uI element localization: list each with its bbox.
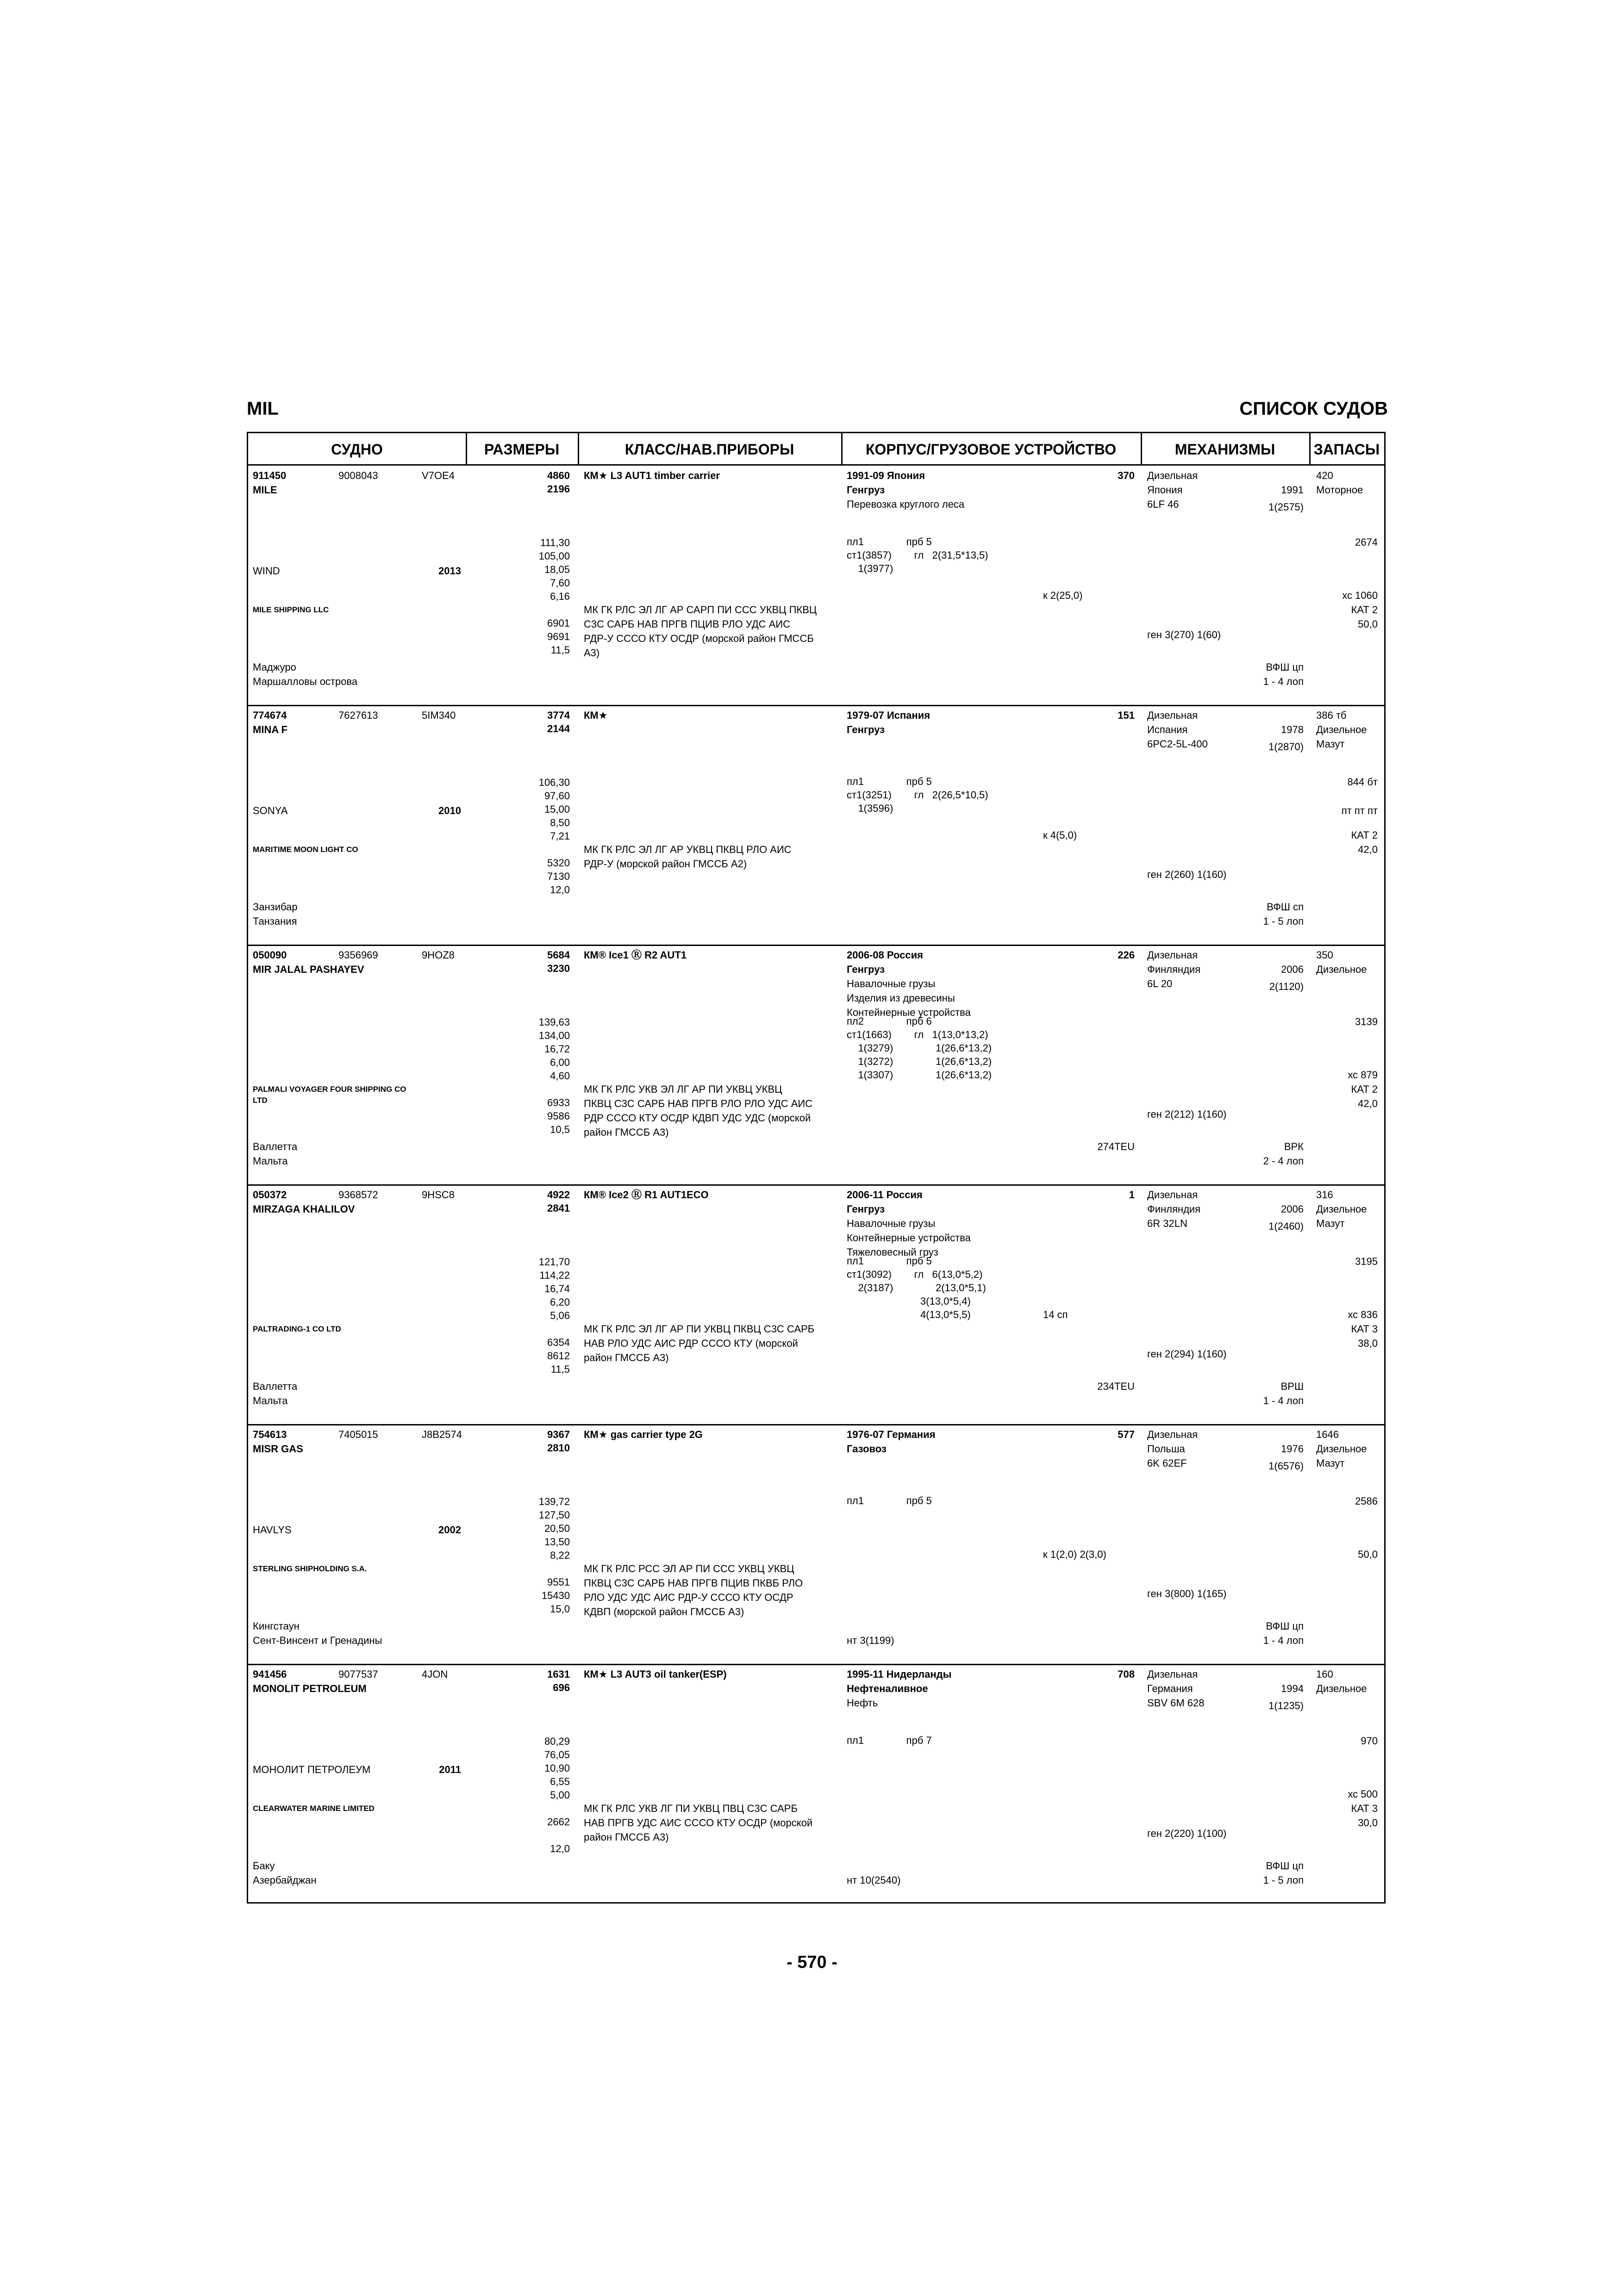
ship-type: Нефтеналивное <box>847 1683 928 1694</box>
dimension-value: 20,50 <box>544 1523 570 1534</box>
propeller-blades: 1 - 4 лоп <box>1263 1635 1304 1646</box>
dimension-value: 105,00 <box>538 550 570 562</box>
build-year-country: 1995-11 Нидерланды <box>847 1668 952 1680</box>
former-name-year: 2010 <box>438 805 461 816</box>
column-divider <box>841 433 843 466</box>
dimension-value: 696 <box>553 1682 570 1693</box>
column-header-machinery: МЕХАНИЗМЫ <box>1141 433 1309 466</box>
supply-capacity: 3195 <box>1355 1256 1378 1267</box>
imo-number: 7405015 <box>338 1429 378 1440</box>
registry-number: 754613 <box>253 1429 287 1440</box>
dimension-value <box>466 495 570 509</box>
registry-number: 050372 <box>253 1189 287 1201</box>
dimension-value: 15430 <box>541 1590 570 1601</box>
ship-type: Генгруз <box>847 964 885 975</box>
dimension-value: 9691 <box>547 631 570 642</box>
dimension-value: 134,00 <box>538 1030 570 1041</box>
propeller-type: ВРШ <box>1280 1381 1304 1392</box>
dimension-value: 2810 <box>547 1442 570 1454</box>
owner-name: STERLING SHIPHOLDING S.A. <box>253 1564 367 1573</box>
container-capacity: 274TEU <box>1097 1141 1135 1152</box>
hull-holds: пл1 прб 5 ст1(3092) гл 6(13,0*5,2) 2(3187) 2(13,0*5,1) 3(13,0*5,4) 4(13,0*5,5) <box>847 1255 986 1320</box>
dimension-value: 9551 <box>547 1576 570 1588</box>
dimension-value: 6933 <box>547 1097 570 1108</box>
engine-country: Финляндия <box>1147 1203 1201 1215</box>
port-of-registry: Баку <box>253 1860 275 1872</box>
dimension-value: 139,63 <box>538 1016 570 1028</box>
dimension-value: 15,0 <box>550 1603 570 1615</box>
engine-year: 1976 <box>1281 1443 1304 1455</box>
navigation-equipment: МК ГК РЛС РСС ЭЛ АР ПИ ССС УКВЦ УКВЦ ПКВЦ С3С САРБ НАВ ПРГВ ПЦИВ ПКВБ РЛО РЛО УДС УДС АИС РДР-У СССО КТУ ОСДР КДВП (морской район ГМССБ A3) <box>584 1563 803 1618</box>
dimensions-list <box>466 1427 570 1615</box>
hull-extra: 14 сп <box>1043 1309 1068 1320</box>
dimension-value: 6,16 <box>550 591 570 602</box>
engine-country: Испания <box>1147 724 1188 735</box>
dimension-value: 12,0 <box>550 884 570 896</box>
column-divider <box>1141 433 1142 466</box>
yard-number: 708 <box>1118 1668 1135 1680</box>
hull-extra: к 1(2,0) 2(3,0) <box>1043 1549 1106 1560</box>
registry-number: 941456 <box>253 1668 287 1680</box>
call-sign: J8B2574 <box>422 1429 462 1440</box>
propeller-blades: 2 - 4 лоп <box>1263 1155 1304 1167</box>
dimension-value: 15,00 <box>544 803 570 815</box>
ship-name: MISR GAS <box>253 1443 303 1455</box>
dimension-value <box>466 762 570 775</box>
dimension-value: 11,5 <box>550 1363 570 1375</box>
dimension-value <box>466 1694 570 1707</box>
owner-name: PALMALI VOYAGER FOUR SHIPPING CO LTD <box>253 1085 406 1105</box>
dimension-value: 4860 <box>547 470 570 481</box>
flag-state: Мальта <box>253 1155 288 1167</box>
dimension-value <box>466 748 570 762</box>
engine-model: SBV 6M 628 <box>1147 1697 1205 1709</box>
propeller-type: ВФШ цп <box>1266 1620 1304 1632</box>
ship-type: Генгруз <box>847 724 885 735</box>
dimension-value <box>466 1468 570 1481</box>
registry-number: 050090 <box>253 949 287 961</box>
dimension-value: 9586 <box>547 1110 570 1122</box>
engine-power: 1(6576) <box>1268 1460 1304 1472</box>
dimension-value: 111,30 <box>540 537 570 548</box>
dimensions-list <box>466 1667 570 1855</box>
registry-number: 774674 <box>253 709 287 721</box>
flag-state: Маршалловы острова <box>253 676 358 687</box>
ship-type: Газовоз <box>847 1443 887 1455</box>
ship-entry-3 <box>248 945 1384 1186</box>
generators: ген 3(800) 1(165) <box>1147 1588 1227 1599</box>
port-of-registry: Валлетта <box>253 1141 298 1152</box>
engine-year: 1978 <box>1281 724 1304 735</box>
owner-name: CLEARWATER MARINE LIMITED <box>253 1804 375 1813</box>
ship-entry-2 <box>248 705 1384 946</box>
class-notation: КМ® Ice1 Ⓡ R2 AUT1 <box>584 949 687 961</box>
supply-capacity: 2674 <box>1355 536 1378 548</box>
propeller-type: ВФШ цп <box>1266 661 1304 673</box>
yard-number: 1 <box>1129 1189 1135 1201</box>
ship-name: MINA F <box>253 724 287 735</box>
navigation-equipment: МК ГК РЛС УКВ ЭЛ ЛГ АР ПИ УКВЦ УКВЦ ПКВЦ С3С САРБ НАВ ПРГВ РЛО РЛО УДС АИС РДР СССО КТУ ОСДР КДВП УДС УДС (морской район ГМССБ A3) <box>584 1083 813 1138</box>
column-divider <box>578 433 579 466</box>
hull-holds: пл1 прб 5 ст1(3251) гл 2(26,5*10,5) 1(3596) <box>847 776 988 814</box>
call-sign: 9HSC8 <box>422 1189 455 1201</box>
dimension-value <box>466 1214 570 1228</box>
fuel-supplies: 316 Дизельное Мазут <box>1316 1189 1367 1229</box>
ship-type: Генгруз <box>847 484 885 496</box>
engine-type: Дизельная <box>1147 470 1198 481</box>
hull-holds: пл1 прб 5 <box>847 1495 932 1506</box>
dimension-value: 97,60 <box>544 790 570 802</box>
imo-number: 9356969 <box>338 949 378 961</box>
former-name: HAVLYS <box>253 1524 292 1536</box>
call-sign: 4JON <box>422 1668 448 1680</box>
build-year-country: 1991-09 Япония <box>847 470 925 481</box>
dimension-value: 8,22 <box>550 1549 570 1561</box>
engine-type: Дизельная <box>1147 1668 1198 1680</box>
dimension-value <box>466 1828 570 1842</box>
engine-power: 1(2460) <box>1268 1220 1304 1232</box>
dimension-value: 2144 <box>547 723 570 734</box>
flag-state: Сент-Винсент и Гренадины <box>253 1635 382 1646</box>
hull-extra: к 4(5,0) <box>1043 829 1077 841</box>
class-notation: КМ★ <box>584 709 608 721</box>
dimension-value: 12,0 <box>550 1843 570 1854</box>
dimension-value: 10,5 <box>550 1124 570 1135</box>
dimension-value: 16,74 <box>544 1283 570 1294</box>
page-number: - 570 - <box>787 1953 837 1972</box>
dimension-value: 10,90 <box>544 1762 570 1774</box>
owner-name: MILE SHIPPING LLC <box>253 605 329 614</box>
container-capacity: 234TEU <box>1097 1381 1135 1392</box>
tank-info: нт 10(2540) <box>847 1874 901 1886</box>
dimension-value <box>466 509 570 522</box>
crew-equipment: КАТ 2 42,0 <box>1351 829 1378 855</box>
ship-register-table <box>247 432 1386 1904</box>
engine-type: Дизельная <box>1147 1189 1198 1201</box>
dimension-value: 114,22 <box>539 1269 570 1281</box>
engine-model: 6PC2-5L-400 <box>1147 738 1208 750</box>
imo-number: 7627613 <box>338 709 378 721</box>
dimension-value <box>466 1241 570 1255</box>
propeller-type: ВФШ сп <box>1267 901 1304 913</box>
crew-equipment: хс 879 КАТ 2 42,0 <box>1348 1069 1378 1109</box>
engine-power: 2(1120) <box>1269 981 1304 992</box>
dimension-value <box>466 1228 570 1241</box>
flag-state: Мальта <box>253 1395 288 1406</box>
dimension-value <box>466 1562 570 1575</box>
propeller-blades: 1 - 4 лоп <box>1263 676 1304 687</box>
flag-state: Танзания <box>253 915 297 927</box>
engine-year: 1991 <box>1281 484 1304 496</box>
dimension-value: 1631 <box>547 1668 570 1680</box>
dimension-value: 7130 <box>547 871 570 882</box>
dimension-value: 6,55 <box>550 1776 570 1787</box>
engine-year: 2006 <box>1281 1203 1304 1215</box>
dimension-value: 5,00 <box>550 1789 570 1801</box>
generators: ген 2(212) 1(160) <box>1147 1108 1227 1120</box>
cargo-description: Навалочные грузы Контейнерные устройства Тяжеловесный груз <box>847 1218 971 1258</box>
crew-equipment: хс 1060 КАТ 2 50,0 <box>1342 590 1378 630</box>
ship-name: MIR JALAL PASHAYEV <box>253 964 364 975</box>
class-notation: КМ★ L3 AUT3 oil tanker(ESP) <box>584 1668 727 1680</box>
fuel-supplies: 350 Дизельное <box>1316 949 1367 975</box>
former-name-year: 2011 <box>439 1764 461 1775</box>
dimension-value: 6,20 <box>550 1296 570 1308</box>
dimension-value: 7,21 <box>550 830 570 842</box>
dimension-value: 127,50 <box>538 1509 570 1521</box>
yard-number: 151 <box>1118 709 1135 721</box>
imo-number: 9008043 <box>338 470 378 481</box>
dimension-value <box>466 1481 570 1494</box>
dimension-value <box>466 1002 570 1015</box>
dimension-value <box>466 1322 570 1335</box>
build-year-country: 1976-07 Германия <box>847 1429 936 1440</box>
dimension-value: 4,60 <box>550 1070 570 1082</box>
call-sign: 9HOZ8 <box>422 949 455 961</box>
hull-holds: пл1 прб 7 <box>847 1735 932 1746</box>
dimension-value: 8,50 <box>550 817 570 828</box>
build-year-country: 1979-07 Испания <box>847 709 931 721</box>
generators: ген 2(294) 1(160) <box>1147 1348 1227 1360</box>
former-name: SONYA <box>253 805 288 816</box>
dimension-value: 3230 <box>547 963 570 974</box>
yard-number: 577 <box>1118 1429 1135 1440</box>
dimension-value <box>466 1707 570 1721</box>
engine-country: Япония <box>1147 484 1183 496</box>
dimension-value: 16,72 <box>544 1043 570 1055</box>
column-divider <box>1309 433 1311 466</box>
propeller-blades: 1 - 5 лоп <box>1263 915 1304 927</box>
dimension-value <box>466 842 570 856</box>
dimension-value: 8612 <box>547 1350 570 1362</box>
dimension-value <box>466 988 570 1002</box>
owner-name: MARITIME MOON LIGHT CO <box>253 845 358 854</box>
crew-equipment: хс 836 КАТ 3 38,0 <box>1348 1309 1378 1349</box>
ship-type: Генгруз <box>847 1203 885 1215</box>
engine-model: 6K 62EF <box>1147 1457 1187 1469</box>
supply-capacity: 970 <box>1361 1735 1378 1747</box>
ship-name: MILE <box>253 484 277 496</box>
class-notation: КМ★ L3 AUT1 timber carrier <box>584 470 720 481</box>
generators: ген 2(260) 1(160) <box>1147 869 1227 880</box>
former-name-year: 2002 <box>438 1524 461 1536</box>
dimension-value <box>466 1082 570 1095</box>
owner-name: PALTRADING-1 CO LTD <box>253 1325 341 1333</box>
tank-info: нт 3(1199) <box>847 1635 894 1646</box>
supply-capacity: 2586 <box>1355 1495 1378 1507</box>
propeller-type: ВРК <box>1284 1141 1304 1152</box>
dimension-value: 6354 <box>547 1337 570 1348</box>
dimension-value: 3774 <box>547 709 570 721</box>
fuel-supplies: 1646 Дизельное Мазут <box>1316 1429 1367 1469</box>
dimension-value: 2196 <box>547 483 570 495</box>
engine-type: Дизельная <box>1147 949 1198 961</box>
flag-state: Азербайджан <box>253 1874 317 1886</box>
dimension-value: 18,05 <box>544 564 570 575</box>
dimensions-list <box>466 468 570 656</box>
column-header-hull: КОРПУС/ГРУЗОВОЕ УСТРОЙСТВО <box>841 433 1141 466</box>
dimension-value: 80,29 <box>544 1736 570 1747</box>
hull-holds: пл2 прб 6 ст1(1663) гл 1(13,0*13,2) 1(3279) 1(26,6*13,2) 1(3272) 1(26,6*13,2) 1(3307) 1(26,6*13,2) <box>847 1015 992 1081</box>
column-header-ship: СУДНО <box>248 433 466 466</box>
engine-year: 1994 <box>1281 1683 1304 1694</box>
dimension-value <box>466 522 570 535</box>
build-year-country: 2006-08 Россия <box>847 949 923 961</box>
engine-type: Дизельная <box>1147 709 1198 721</box>
engine-type: Дизельная <box>1147 1429 1198 1440</box>
yard-number: 226 <box>1118 949 1135 961</box>
ship-entry-1 <box>248 466 1384 706</box>
dimension-value <box>466 603 570 616</box>
dimension-value: 106,30 <box>538 777 570 788</box>
cargo-description: Перевозка круглого леса <box>847 498 965 510</box>
dimension-value <box>466 735 570 748</box>
engine-country: Германия <box>1147 1683 1193 1694</box>
dimension-value: 2662 <box>547 1816 570 1828</box>
dimension-value <box>466 1721 570 1734</box>
dimension-value: 5320 <box>547 857 570 869</box>
imo-number: 9077537 <box>338 1668 378 1680</box>
supply-capacity: 844 бт пт пт пт <box>1341 776 1378 816</box>
engine-country: Польша <box>1147 1443 1185 1455</box>
port-of-registry: Маджуро <box>253 661 296 673</box>
fuel-supplies: 160 Дизельное <box>1316 1668 1367 1694</box>
column-header-dimensions: РАЗМЕРЫ <box>466 433 578 466</box>
registry-number: 911450 <box>253 470 287 481</box>
running-header-left: MIL <box>247 398 279 419</box>
dimension-value: 6901 <box>547 617 570 629</box>
former-name: МОНОЛИТ ПЕТРОЛЕУМ <box>253 1764 371 1775</box>
dimension-value <box>466 975 570 988</box>
build-year-country: 2006-11 Россия <box>847 1189 923 1201</box>
generators: ген 3(270) 1(60) <box>1147 629 1221 641</box>
cargo-description: Навалочные грузы Изделия из древесины Контейнерные устройства <box>847 978 971 1018</box>
crew-equipment: 50,0 <box>1358 1549 1378 1560</box>
port-of-registry: Валлетта <box>253 1381 298 1392</box>
engine-power: 1(1235) <box>1268 1700 1304 1711</box>
propeller-blades: 1 - 5 лоп <box>1263 1874 1304 1886</box>
dimension-value: 121,70 <box>538 1256 570 1268</box>
dimension-value: 5,06 <box>550 1310 570 1321</box>
dimension-value: 139,72 <box>538 1496 570 1507</box>
dimension-value: 2841 <box>547 1202 570 1214</box>
port-of-registry: Кингстаун <box>253 1620 300 1632</box>
running-header-right: СПИСОК СУДОВ <box>1239 398 1388 419</box>
engine-model: 6L 20 <box>1147 978 1173 989</box>
call-sign: 5IM340 <box>422 709 456 721</box>
engine-model: 6R 32LN <box>1147 1218 1187 1229</box>
dimension-value: 76,05 <box>544 1749 570 1761</box>
navigation-equipment: МК ГК РЛС УКВ ЛГ ПИ УКВЦ ПВЦ С3С САРБ НАВ ПРГВ УДС АИС СССО КТУ ОСДР (морской район ГМССБ A3) <box>584 1803 813 1843</box>
hull-holds: пл1 прб 5 ст1(3857) гл 2(31,5*13,5) 1(3977) <box>847 536 988 574</box>
class-notation: КМ® Ice2 Ⓡ R1 AUT1ECO <box>584 1189 709 1201</box>
former-name: WIND <box>253 565 280 577</box>
ship-entry-6 <box>248 1664 1384 1905</box>
column-divider <box>466 433 467 466</box>
fuel-supplies: 420 Моторное <box>1316 470 1363 496</box>
dimension-value: 9367 <box>547 1429 570 1440</box>
navigation-equipment: МК ГК РЛС ЭЛ ЛГ АР САРП ПИ ССС УКВЦ ПКВЦ С3С САРБ НАВ ПРГВ ПЦИВ РЛО УДС АИС РДР-У СССО КТУ ОСДР (морской район ГМССБ A3) <box>584 604 817 659</box>
dimension-value: 5684 <box>547 949 570 961</box>
ship-name: MIRZAGA KHALILOV <box>253 1203 355 1215</box>
fuel-supplies: 386 тб Дизельное Мазут <box>1316 709 1367 750</box>
ship-entry-4 <box>248 1185 1384 1425</box>
supply-capacity: 3139 <box>1355 1016 1378 1027</box>
propeller-blades: 1 - 4 лоп <box>1263 1395 1304 1406</box>
cargo-description: Нефть <box>847 1697 878 1709</box>
ship-name: MONOLIT PETROLEUM <box>253 1683 367 1694</box>
engine-year: 2006 <box>1281 964 1304 975</box>
dimension-value: 13,50 <box>544 1536 570 1548</box>
dimensions-list <box>466 1188 570 1375</box>
call-sign: V7OE4 <box>422 470 455 481</box>
former-name-year: 2013 <box>438 565 461 577</box>
dimension-value <box>466 1454 570 1468</box>
navigation-equipment: МК ГК РЛС ЭЛ ЛГ АР ПИ УКВЦ ПКВЦ С3С САРБ НАВ РЛО УДС АИС РДР СССО КТУ (морской район ГМССБ A3) <box>584 1323 815 1363</box>
dimension-value: 11,5 <box>550 644 570 656</box>
engine-power: 1(2575) <box>1268 501 1304 513</box>
engine-model: 6LF 46 <box>1147 498 1179 510</box>
port-of-registry: Занзибар <box>253 901 298 913</box>
propeller-type: ВФШ цп <box>1266 1860 1304 1872</box>
hull-extra: к 2(25,0) <box>1043 590 1083 601</box>
ship-entry-5 <box>248 1425 1384 1665</box>
imo-number: 9368572 <box>338 1189 378 1201</box>
column-header-class: КЛАСС/НАВ.ПРИБОРЫ <box>578 433 841 466</box>
yard-number: 370 <box>1118 470 1135 481</box>
dimensions-list <box>466 948 570 1136</box>
class-notation: КМ★ gas carrier type 2G <box>584 1429 703 1440</box>
column-header-supplies: ЗАПАСЫ <box>1309 433 1384 466</box>
generators: ген 2(220) 1(100) <box>1147 1828 1227 1839</box>
engine-country: Финляндия <box>1147 964 1201 975</box>
crew-equipment: хс 500 КАТ 3 30,0 <box>1348 1788 1378 1829</box>
dimension-value: 7,60 <box>550 577 570 589</box>
dimension-value: 4922 <box>547 1189 570 1201</box>
engine-power: 1(2870) <box>1268 741 1304 753</box>
navigation-equipment: МК ГК РЛС ЭЛ ЛГ АР УКВЦ ПКВЦ РЛО АИС РДР-У (морской район ГМССБ A2) <box>584 844 792 870</box>
dimension-value <box>466 1801 570 1815</box>
dimension-value: 6,00 <box>550 1057 570 1068</box>
dimensions-list <box>466 708 570 896</box>
